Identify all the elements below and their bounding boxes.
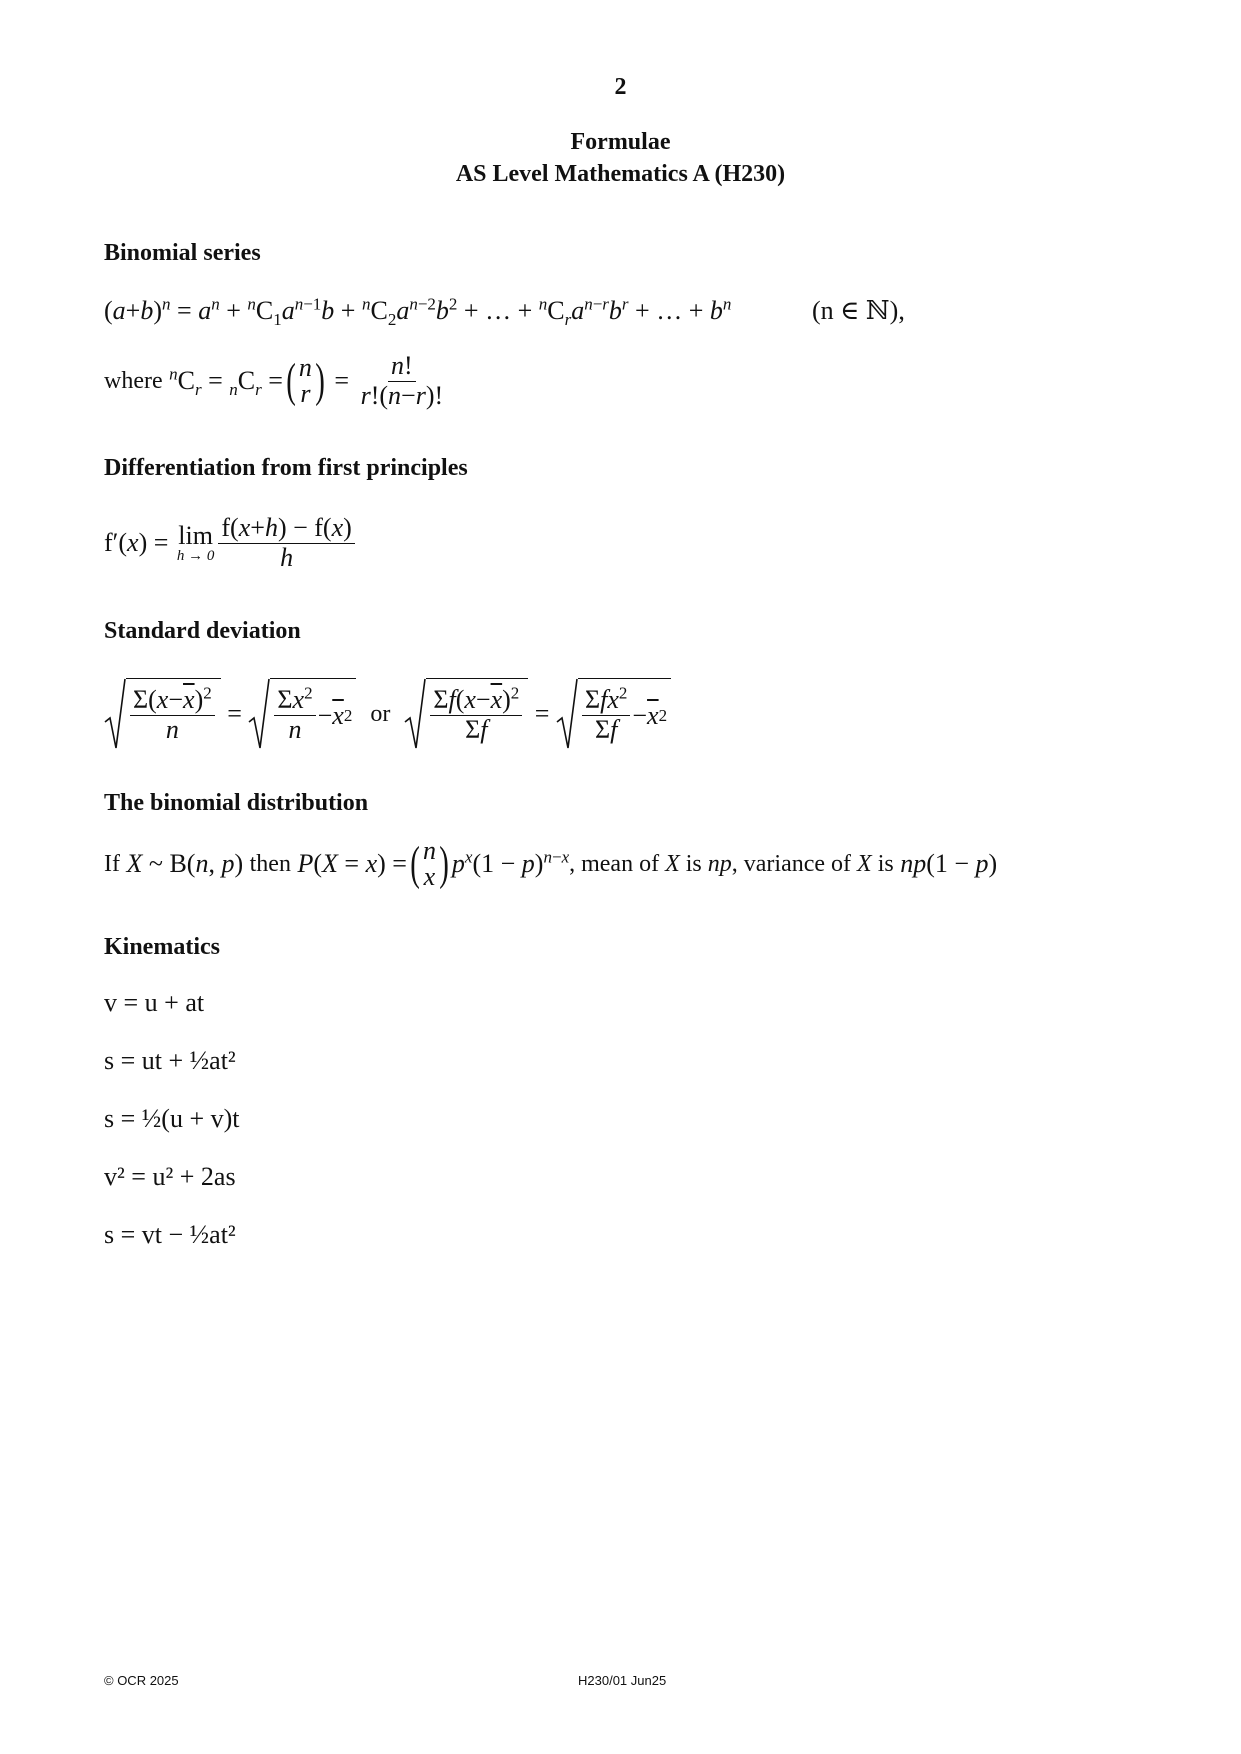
title-line-1: Formulae (570, 129, 671, 155)
is-word-2: is (877, 850, 894, 877)
standard-deviation-formula: $\frac{\Sigma(x-\overline{x})^2}{n}$ = $\frac{\Sigma x^2}{n}$ − $\overline{x}$ 2 or $\frac{\Sigma f(x-\overline{x})^2}{\Sigma f}$ = $\frac{\Sigma fx^2}{\Sigma f}$ − $\overline{x}$ 2 (104, 678, 671, 750)
heading-binomial-series: Binomial series (104, 240, 261, 266)
footer-copyright: © OCR 2025 (104, 1673, 179, 1688)
heading-differentiation: Differentiation from first principles (104, 455, 468, 481)
then-word: then (249, 850, 291, 877)
title-line-2: AS Level Mathematics A (H230) (455, 161, 786, 187)
is-word-1: is (685, 850, 702, 877)
heading-kinematics: Kinematics (104, 934, 220, 960)
kinematics-formula-5: s = vt − ½at² (104, 1220, 236, 1249)
binomial-coefficient-definition: where $^nC_r = _nC_r$ = ( n r ) = $\frac{n!}{r!(n-r)!}$ (104, 352, 448, 410)
sqrt-4: $\frac{\Sigma fx^2}{\Sigma f}$ − $\overline{x}$ 2 (556, 678, 671, 750)
sqrt-2: $\frac{\Sigma x^2}{n}$ − $\overline{x}$ 2 (248, 678, 356, 750)
where-word: where (104, 367, 163, 394)
binomial-coefficient-nx: ( n x ) (410, 836, 449, 891)
binomial-series-formula: $(a+b)^n = a^n + ^nC_1a^{n-1}b + ^nC_2a^{n-2}b^2$ + … + $^nC_ra^{n-r}b^r$ + … + $b^n$ (104, 294, 732, 330)
binomial-condition: (n ∈ ℕ), (812, 296, 905, 325)
variance-text: , variance of (731, 850, 852, 877)
page-number: 2 (614, 74, 627, 100)
kinematics-formula-1: v = u + at (104, 988, 205, 1017)
kinematics-formula-2: s = ut + ½at² (104, 1046, 236, 1075)
binomial-distribution-statement: If X ~ B(n, p) then P(X = x) = ( n x ) $p^x(1 - p)^{n-x}$ , mean of X is np , variance of X is np(1 − p) (104, 836, 998, 891)
binomial-coefficient: ( n r ) (286, 353, 325, 409)
mean-text: , mean of (569, 850, 660, 877)
limit (176, 520, 215, 564)
or-word: or (370, 700, 391, 727)
sqrt-1: $\frac{\Sigma(x-\overline{x})^2}{n}$ (104, 678, 221, 750)
kinematics-formula-4: v² = u² + 2as (104, 1162, 236, 1191)
kinematics-formula-3: s = ½(u + v)t (104, 1104, 240, 1133)
lim-subscript: h → 0 (176, 547, 215, 564)
factorial-fraction: $\frac{n!}{r!(n-r)!}$ (360, 351, 444, 410)
if-word: If (104, 850, 120, 877)
heading-binomial-distribution: The binomial distribution (104, 790, 369, 816)
footer-code: H230/01 Jun25 (578, 1673, 667, 1688)
heading-standard-deviation: Standard deviation (104, 618, 301, 644)
difference-quotient: $\frac{f(x+h) - f(x)}{h}$ (218, 514, 354, 572)
page-title (0, 126, 1241, 190)
lim-word: lim (178, 520, 213, 550)
derivative-formula: f′(x) = lim h → 0 $\frac{f(x+h) - f(x)}{h}$ (104, 514, 357, 572)
sqrt-3: $\frac{\Sigma f(x-\overline{x})^2}{\Sigma f}$ (404, 678, 528, 750)
